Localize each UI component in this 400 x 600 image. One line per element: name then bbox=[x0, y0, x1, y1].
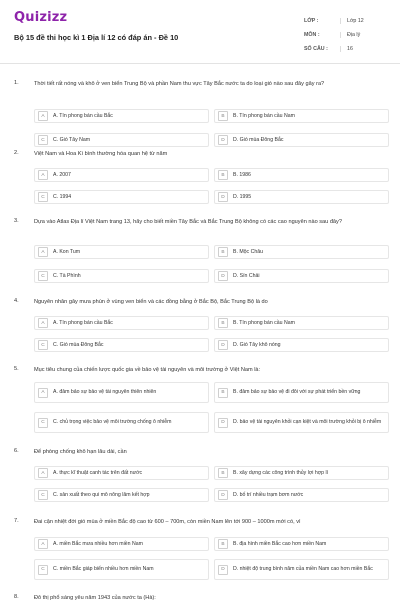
option-text: B. Tín phong bán cầu Nam bbox=[233, 319, 295, 326]
option-text: C. Gió Tây Nam bbox=[53, 136, 91, 143]
option-text: A. thực kĩ thuật canh tác trên đất nước bbox=[53, 469, 143, 476]
option-letter-box: D bbox=[218, 340, 228, 350]
option-text: D. Gió mùa Đông Bắc bbox=[233, 136, 284, 143]
question-number: 5. bbox=[14, 366, 19, 372]
question-text: Nguyên nhân gây mưa phùn ở vùng ven biển và các đồng bằng ở Bắc Bộ, Bắc Trung Bộ là do bbox=[34, 299, 268, 305]
option-letter-box: C bbox=[38, 271, 48, 281]
option-letter-box: D bbox=[218, 565, 228, 575]
question-number: 8. bbox=[14, 594, 19, 600]
option-letter-box: B bbox=[218, 247, 228, 257]
meta-label: LỚP : bbox=[304, 18, 319, 24]
option-letter-box: B bbox=[218, 318, 228, 328]
answer-option[interactable] bbox=[214, 245, 389, 259]
option-letter-box: D bbox=[218, 418, 228, 428]
question-text: Dựa vào Atlas Địa lí Việt Nam trang 13, hãy cho biết miền Tây Bắc và Bắc Trung Bộ không có các cao nguyên nào sau đây? bbox=[34, 219, 342, 225]
question-number: 6. bbox=[14, 448, 19, 454]
answer-option[interactable] bbox=[214, 168, 389, 182]
answer-option[interactable] bbox=[214, 338, 389, 352]
answer-option[interactable] bbox=[34, 316, 209, 330]
answer-option[interactable] bbox=[34, 168, 209, 182]
option-letter-box: B bbox=[218, 170, 228, 180]
option-text: B. Tín phong bán cầu Nam bbox=[233, 112, 295, 119]
question-number: 3. bbox=[14, 218, 19, 224]
answer-option[interactable] bbox=[34, 109, 209, 123]
question-text: Việt Nam và Hoa Kì bình thường hóa quan hệ từ năm bbox=[34, 151, 168, 157]
option-text: C. miền Bắc giáp biển nhiều hơn miền Nam bbox=[53, 566, 154, 573]
answer-option[interactable] bbox=[34, 488, 209, 502]
option-text: D. 1995 bbox=[233, 193, 252, 200]
option-text: B. xây dựng các công trình thủy lợi hợp lí bbox=[233, 469, 329, 476]
option-letter-box: C bbox=[38, 418, 48, 428]
meta-label: SỐ CÂU : bbox=[304, 46, 328, 52]
option-text: C. sản xuất theo qui mô nông lâm kết hợp bbox=[53, 491, 150, 498]
option-letter-box: B bbox=[218, 111, 228, 121]
answer-option[interactable] bbox=[34, 466, 209, 480]
option-text: B. đảm bảo sự bảo vệ đi đôi với sự phát triển bền vững bbox=[233, 389, 361, 396]
answer-option[interactable] bbox=[34, 412, 209, 433]
option-letter-box: A bbox=[38, 539, 48, 549]
option-letter-box: B bbox=[218, 539, 228, 549]
worksheet-header bbox=[0, 0, 400, 64]
option-text: A. 2007 bbox=[53, 171, 71, 178]
page-title: Bộ 15 đề thi học kì 1 Địa lí 12 có đáp án - Đề 10 bbox=[14, 33, 179, 42]
option-letter-box: D bbox=[218, 135, 228, 145]
question-number: 1. bbox=[14, 80, 19, 86]
worksheet-meta bbox=[304, 14, 386, 56]
answer-option[interactable] bbox=[34, 338, 209, 352]
option-letter-box: C bbox=[38, 192, 48, 202]
answer-option[interactable] bbox=[214, 269, 389, 283]
meta-row-count bbox=[304, 42, 386, 56]
meta-row-subject bbox=[304, 28, 386, 42]
question-text: Mục tiêu chung của chiến lược quốc gia về bảo vệ tài nguyên và môi trường ở Việt Nam là: bbox=[34, 367, 261, 373]
answer-option[interactable] bbox=[214, 559, 389, 580]
answer-option[interactable] bbox=[34, 559, 209, 580]
option-text: B. Mộc Châu bbox=[233, 248, 263, 255]
option-letter-box: A bbox=[38, 247, 48, 257]
answer-option[interactable] bbox=[214, 412, 389, 433]
question-text: Đô thị phổ sáng yêu năm 1943 của nước ta (Hà): bbox=[34, 595, 156, 600]
question-text: Để phòng chống khô hạn lâu dài, cần bbox=[34, 449, 127, 455]
option-letter-box: A bbox=[38, 111, 48, 121]
option-text: A. đảm bảo sự bảo vệ tài nguyên thiên nhiên bbox=[53, 389, 157, 396]
answer-option[interactable] bbox=[34, 245, 209, 259]
option-text: C. chủ trọng việc bảo vệ môi trường chống ô nhiễm bbox=[53, 419, 172, 426]
option-text: C. Tà Phình bbox=[53, 272, 81, 279]
option-text: A. Tín phong bán cầu Bắc bbox=[53, 112, 113, 119]
option-letter-box: A bbox=[38, 468, 48, 478]
option-letter-box: A bbox=[38, 318, 48, 328]
option-text: D. bố trí nhiều trạm bơm nước bbox=[233, 491, 304, 498]
answer-option[interactable] bbox=[214, 316, 389, 330]
answer-option[interactable] bbox=[34, 190, 209, 204]
option-letter-box: A bbox=[38, 170, 48, 180]
option-text: D. bảo vệ tài nguyên khỏi cạn kiệt và môi trường khỏi bị ô nhiễm bbox=[233, 419, 382, 426]
option-text: D. Sín Chải bbox=[233, 272, 260, 279]
option-letter-box: C bbox=[38, 340, 48, 350]
question-text: Thời tiết rất nóng và khô ở ven biển Trung Bộ và phần Nam thu vực Tây Bắc nước ta do loại gió nào sau đây gây ra? bbox=[34, 81, 325, 87]
option-text: A. Tín phong bán cầu Bắc bbox=[53, 319, 113, 326]
option-letter-box: D bbox=[218, 192, 228, 202]
meta-value: 16 bbox=[340, 46, 386, 52]
option-text: A. Kon Tum bbox=[53, 248, 81, 255]
option-letter-box: C bbox=[38, 135, 48, 145]
option-letter-box: A bbox=[38, 388, 48, 398]
meta-value: Lớp 12 bbox=[340, 18, 386, 24]
meta-row-class bbox=[304, 14, 386, 28]
option-text: A. miền Bắc mưa nhiều hơn miền Nam bbox=[53, 540, 143, 547]
question-number: 4. bbox=[14, 298, 19, 304]
option-letter-box: C bbox=[38, 490, 48, 500]
option-letter-box: C bbox=[38, 565, 48, 575]
option-text: B. 1986 bbox=[233, 171, 251, 178]
option-text: D. nhiệt độ trung bình năm của miền Nam cao hơn miền Bắc bbox=[233, 566, 373, 573]
answer-option[interactable] bbox=[214, 190, 389, 204]
question-number: 7. bbox=[14, 518, 19, 524]
answer-option[interactable] bbox=[34, 382, 209, 403]
quizizz-logo: Quizizz bbox=[14, 10, 68, 25]
question-text: Đai cận nhiệt đới gió mùa ở miền Bắc độ cao từ 600 – 700m, còn miền Nam lên tới 900 – 1000m mới có, vì bbox=[34, 519, 301, 525]
answer-option[interactable] bbox=[214, 537, 389, 551]
answer-option[interactable] bbox=[214, 488, 389, 502]
answer-option[interactable] bbox=[34, 133, 209, 147]
option-letter-box: B bbox=[218, 468, 228, 478]
option-letter-box: B bbox=[218, 388, 228, 398]
answer-option[interactable] bbox=[214, 466, 389, 480]
option-text: D. Gió Tây khô nóng bbox=[233, 341, 281, 348]
answer-option[interactable] bbox=[214, 133, 389, 147]
question-number: 2. bbox=[14, 150, 19, 156]
option-text: C. Gió mùa Đông Bắc bbox=[53, 341, 104, 348]
answer-option[interactable] bbox=[214, 109, 389, 123]
option-text: C. 1994 bbox=[53, 193, 72, 200]
answer-option[interactable] bbox=[214, 382, 389, 403]
meta-label: MÔN : bbox=[304, 32, 320, 38]
option-letter-box: D bbox=[218, 271, 228, 281]
meta-value: Địa lý bbox=[340, 32, 386, 38]
option-letter-box: D bbox=[218, 490, 228, 500]
answer-option[interactable] bbox=[34, 269, 209, 283]
answer-option[interactable] bbox=[34, 537, 209, 551]
option-text: B. địa hình miền Bắc cao hơn miền Nam bbox=[233, 540, 327, 547]
